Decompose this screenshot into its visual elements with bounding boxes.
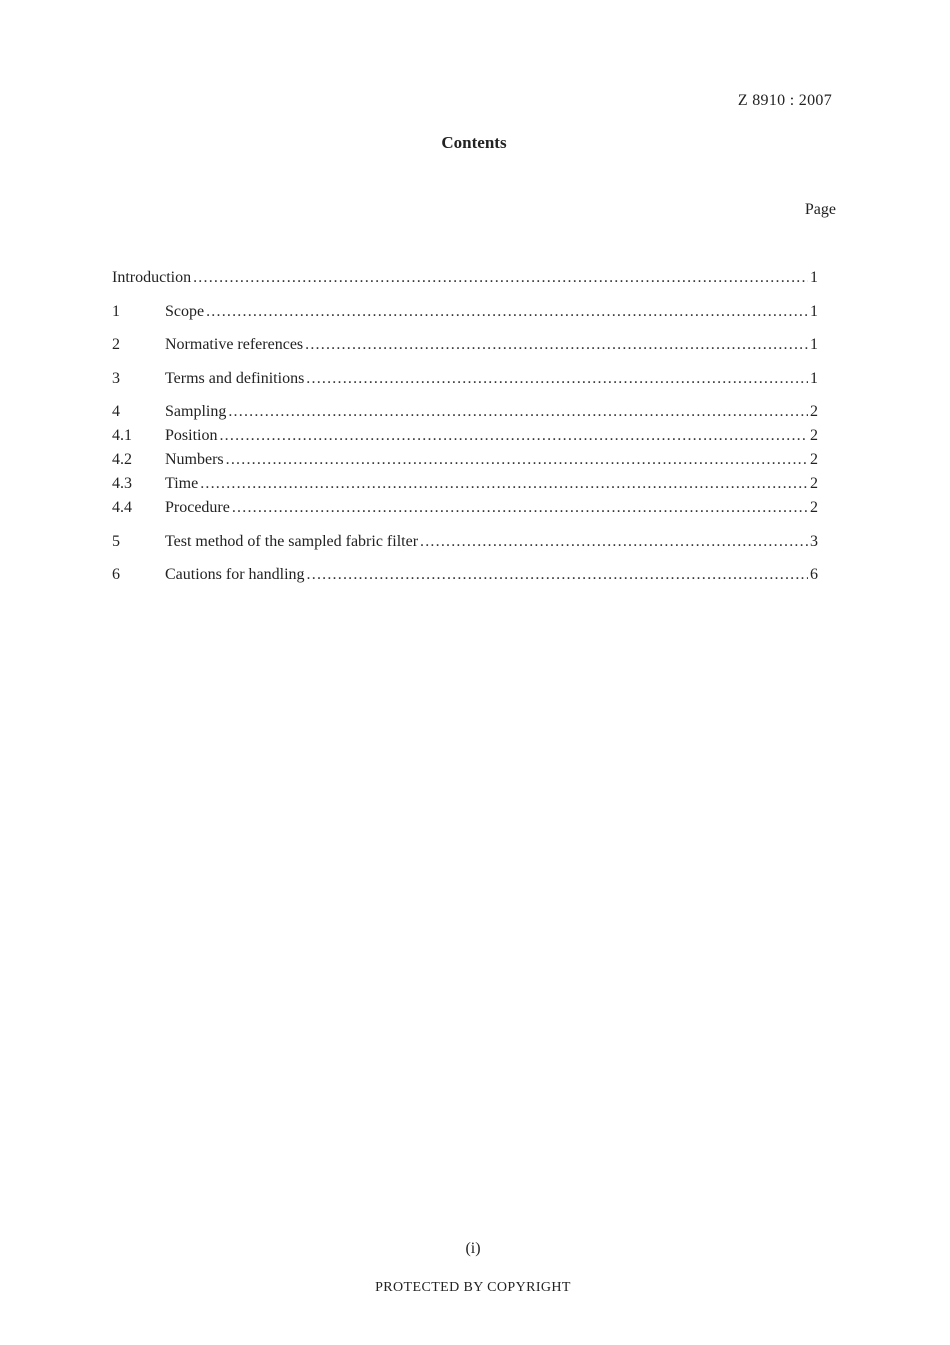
toc-entry-cautions-for-handling[interactable] [112, 563, 818, 587]
toc-entry-title: Procedure [165, 499, 230, 516]
table-of-contents [112, 266, 818, 587]
dot-leader [307, 563, 808, 587]
toc-entry-title: Introduction [112, 269, 192, 286]
dot-leader [200, 472, 808, 496]
dot-leader [420, 530, 808, 554]
toc-entry-page: 1 [810, 269, 818, 286]
toc-entry-title: Cautions for handling [165, 566, 305, 583]
copyright-notice: PROTECTED BY COPYRIGHT [375, 1280, 571, 1295]
toc-entry-position[interactable] [112, 424, 818, 448]
toc-entry-title: Sampling [165, 403, 227, 420]
toc-entry-title: Test method of the sampled fabric filter [165, 532, 419, 550]
toc-entry-introduction[interactable] [112, 266, 818, 290]
toc-entry-page: 2 [810, 403, 818, 420]
toc-entry-page: 1 [810, 369, 818, 387]
toc-entry-page: 2 [810, 499, 818, 516]
page-folio: (i) [465, 1240, 481, 1257]
toc-entry-number: 2 [112, 336, 120, 353]
toc-entry-page: 3 [810, 532, 818, 550]
toc-entry-number: 5 [112, 532, 120, 550]
standard-number: Z 8910 : 2007 [737, 92, 832, 109]
toc-entry-terms-and-definitions[interactable] [112, 367, 818, 391]
toc-entry-title: Numbers [165, 451, 224, 468]
dot-leader [232, 496, 808, 520]
dot-leader [305, 333, 808, 357]
toc-entry-page: 1 [810, 336, 818, 353]
toc-entry-numbers[interactable] [112, 448, 818, 472]
contents-title: Contents [441, 133, 507, 152]
toc-entry-title: Terms and definitions [165, 369, 305, 387]
toc-entry-page: 2 [810, 475, 818, 492]
toc-entry-number: 4 [112, 403, 120, 420]
toc-entry-number: 4.4 [112, 499, 132, 516]
toc-entry-number: 4.3 [112, 475, 132, 492]
dot-leader [306, 367, 808, 391]
toc-entry-scope[interactable] [112, 300, 818, 324]
toc-entry-sampling[interactable] [112, 400, 818, 424]
toc-entry-page: 1 [810, 302, 818, 320]
toc-entry-page: 6 [810, 566, 818, 583]
dot-leader [193, 266, 808, 290]
page-column-label: Page [804, 201, 836, 218]
toc-entry-number: 4.2 [112, 451, 132, 468]
dot-leader [219, 424, 808, 448]
dot-leader [206, 300, 808, 324]
toc-entry-title: Normative references [165, 336, 304, 353]
toc-entry-number: 4.1 [112, 427, 132, 444]
toc-entry-test-method[interactable] [112, 530, 818, 554]
toc-entry-number: 3 [112, 369, 120, 387]
toc-entry-title: Scope [165, 302, 205, 320]
toc-entry-time[interactable] [112, 472, 818, 496]
toc-entry-title: Time [165, 475, 199, 492]
toc-entry-number: 1 [112, 302, 120, 320]
toc-entry-title: Position [165, 427, 218, 444]
toc-entry-page: 2 [810, 451, 818, 468]
toc-entry-normative-references[interactable] [112, 333, 818, 357]
toc-entry-number: 6 [112, 566, 120, 583]
dot-leader [228, 400, 808, 424]
toc-entry-procedure[interactable] [112, 496, 818, 520]
toc-entry-page: 2 [810, 427, 818, 444]
dot-leader [226, 448, 808, 472]
